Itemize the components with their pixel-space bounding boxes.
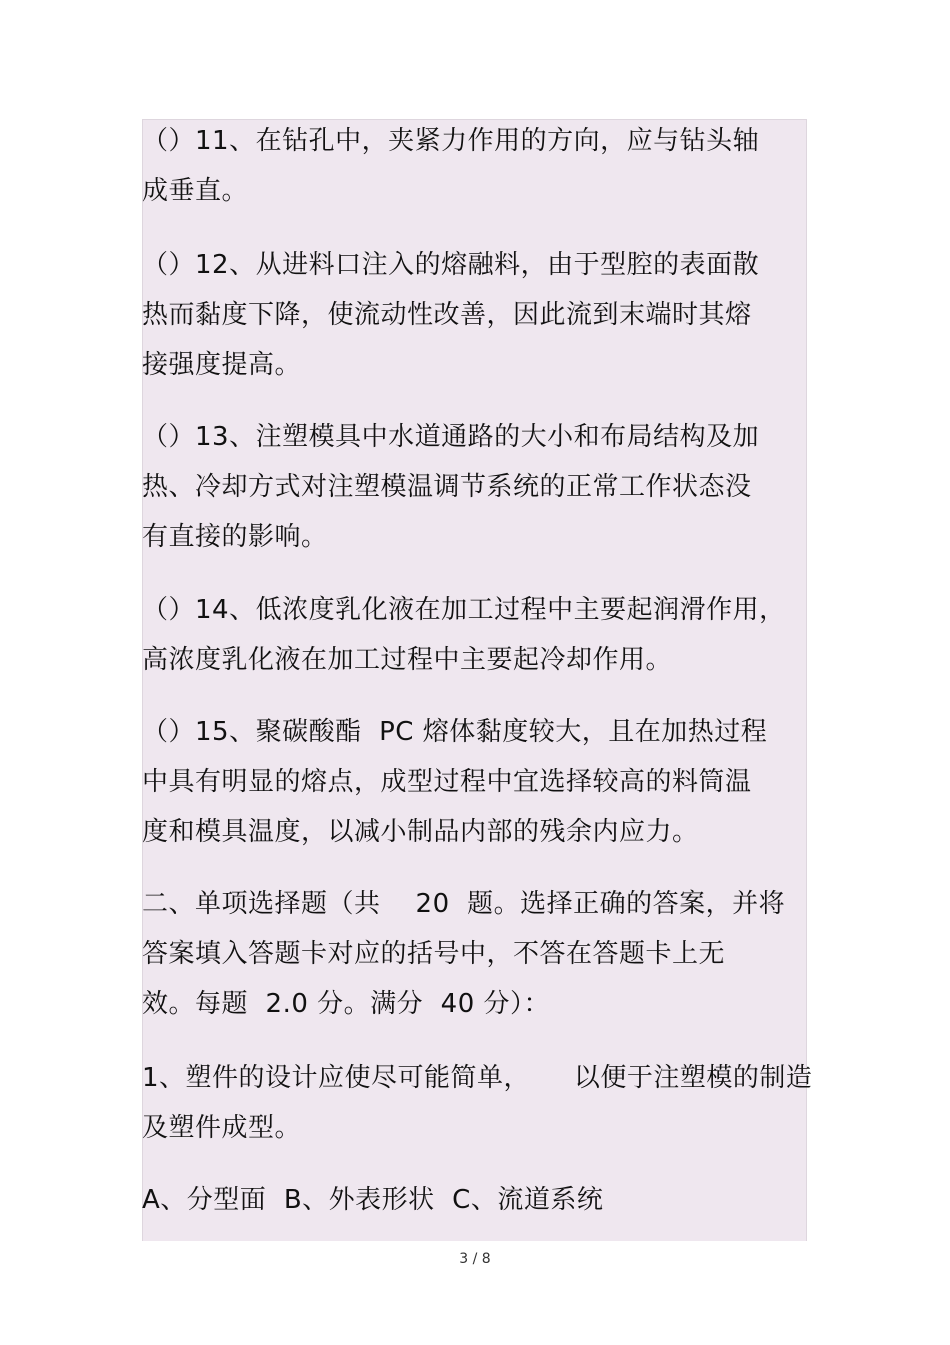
text-line-q13-2: 热、冷却方式对注塑模温调节系统的正常工作状态没 xyxy=(142,472,752,502)
text-line-q14-2: 高浓度乳化液在加工过程中主要起冷却作用。 xyxy=(142,645,673,675)
text-line-mc1-1: 1、塑件的设计应使尽可能简单， 以便于注塑模的制造 xyxy=(142,1063,813,1093)
text-line-q12-3: 接强度提高。 xyxy=(142,350,302,380)
text-line-q15-2: 中具有明显的熔点，成型过程中宜选择较高的料筒温 xyxy=(142,767,752,797)
text-line-q11-1: （）11、在钻孔中，夹紧力作用的方向，应与钻头轴 xyxy=(142,126,760,156)
section-heading-line-3: 效。每题 2.0 分。满分 40 分）： xyxy=(142,989,551,1019)
text-line-q13-3: 有直接的影响。 xyxy=(142,522,328,552)
text-line-q13-1: （）13、注塑模具中水道通路的大小和布局结构及加 xyxy=(142,422,760,452)
text-line-q12-1: （）12、从进料口注入的熔融料，由于型腔的表面散 xyxy=(142,250,760,280)
text-line-q15-3: 度和模具温度，以减小制品内部的残余内应力。 xyxy=(142,817,699,847)
text-line-q14-1: （）14、低浓度乳化液在加工过程中主要起润滑作用， xyxy=(142,595,786,625)
text-line-q15-1: （）15、聚碳酸酯 PC 熔体黏度较大，且在加热过程 xyxy=(142,717,768,747)
answer-options-line: A、分型面 B、外表形状 C、流道系统 xyxy=(142,1185,604,1215)
text-line-mc1-2: 及塑件成型。 xyxy=(142,1113,302,1143)
section-heading-line-2: 答案填入答题卡对应的括号中，不答在答题卡上无 xyxy=(142,939,726,969)
section-heading-line-1: 二、单项选择题（共 20 题。选择正确的答案，并将 xyxy=(142,889,786,919)
text-line-q12-2: 热而黏度下降，使流动性改善，因此流到末端时其熔 xyxy=(142,300,752,330)
text-line-q11-2: 成垂直。 xyxy=(142,176,249,206)
page-number: 3 / 8 xyxy=(459,1251,491,1267)
